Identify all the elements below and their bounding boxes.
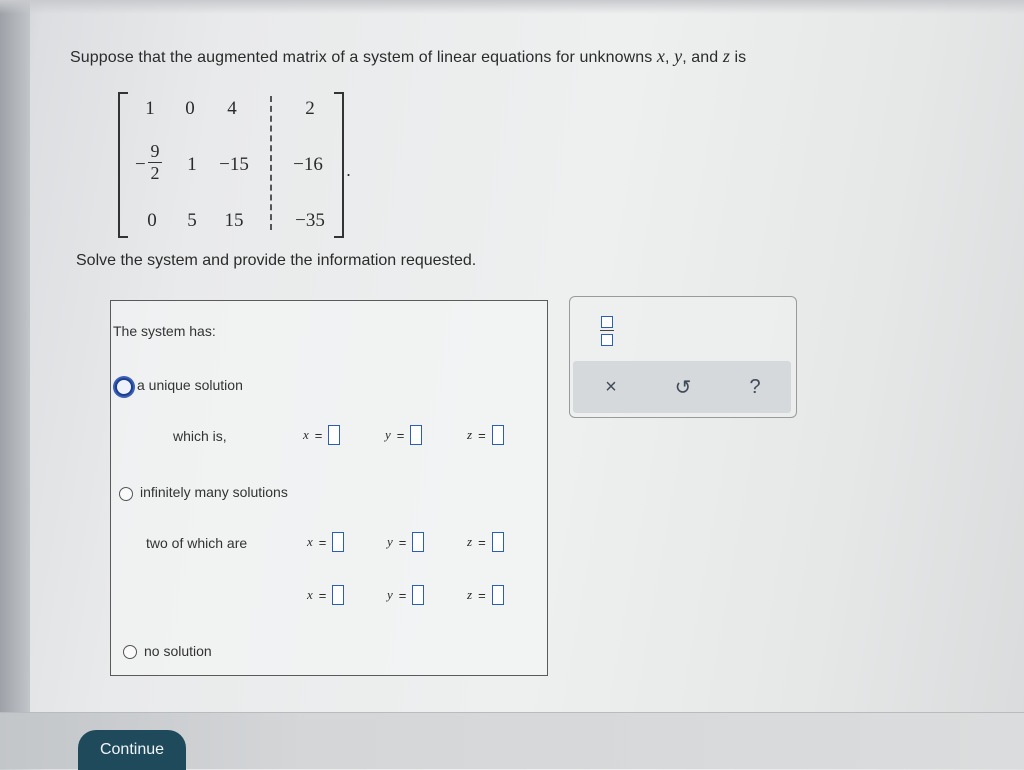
instruction-text: Solve the system and provide the information requested.	[76, 252, 477, 269]
option-unique-label[interactable]: a unique solution	[137, 377, 243, 393]
help-icon[interactable]: ?	[737, 369, 773, 405]
matrix-cell: −15	[219, 154, 249, 175]
question-prefix: Suppose that the augmented matrix of a system of linear equations for unknowns	[70, 49, 653, 66]
top-shadow	[0, 0, 1024, 14]
question-and: , and	[682, 49, 719, 66]
matrix-cell: 2	[305, 98, 315, 119]
matrix-cell: 0	[185, 98, 195, 119]
matrix-cell: −16	[293, 154, 323, 175]
infinite-x1-input[interactable]	[332, 532, 344, 552]
matrix-cell: 4	[227, 98, 237, 119]
fraction-sign: −	[135, 154, 146, 175]
var-label: y	[387, 587, 393, 602]
continue-button[interactable]: Continue	[78, 730, 186, 770]
radio-no-solution[interactable]	[123, 645, 137, 659]
fraction-icon-numerator	[601, 316, 613, 328]
toolbox-actions	[573, 361, 791, 413]
equals-sign: =	[398, 587, 407, 603]
system-has-heading: The system has:	[113, 323, 216, 339]
unique-y	[385, 425, 422, 445]
unique-z	[467, 425, 504, 445]
var-label: y	[385, 427, 391, 442]
equals-sign: =	[396, 427, 405, 443]
matrix-right-bracket	[334, 92, 344, 238]
fraction-icon[interactable]	[600, 315, 614, 347]
matrix-cell: 15	[224, 210, 244, 231]
question-suffix: is	[734, 49, 747, 66]
infinite-z-2	[467, 585, 504, 605]
infinite-z2-input[interactable]	[492, 585, 504, 605]
infinite-z-1	[467, 532, 504, 552]
fraction-denominator: 2	[150, 163, 160, 183]
option-infinite-label[interactable]: infinitely many solutions	[140, 484, 288, 500]
infinite-z1-input[interactable]	[492, 532, 504, 552]
fraction-icon-denominator	[601, 334, 613, 346]
augmented-matrix	[118, 92, 344, 234]
fraction-numerator: 9	[150, 141, 160, 161]
matrix-cell: 0	[147, 210, 157, 231]
equals-sign: =	[478, 534, 486, 550]
math-toolbox	[569, 296, 797, 418]
equals-sign: =	[478, 587, 486, 603]
infinite-x-1	[307, 532, 344, 552]
infinite-y1-input[interactable]	[412, 532, 424, 552]
var-label: z	[467, 587, 473, 602]
question-comma: ,	[665, 49, 670, 66]
var-label: z	[467, 534, 473, 549]
var-label: x	[307, 587, 313, 602]
infinite-y2-input[interactable]	[412, 585, 424, 605]
screen-bezel	[0, 0, 30, 768]
var-x: x	[656, 46, 665, 66]
matrix-left-bracket	[118, 92, 128, 238]
unique-x	[303, 425, 340, 445]
answer-panel	[110, 300, 548, 676]
matrix-cell: 1	[145, 98, 155, 119]
option-no-solution-label[interactable]: no solution	[144, 643, 212, 659]
matrix-cell: 1	[187, 154, 197, 175]
infinite-x2-input[interactable]	[332, 585, 344, 605]
infinite-y-2	[387, 585, 424, 605]
equals-sign: =	[318, 587, 327, 603]
question-text	[70, 46, 746, 67]
matrix-cell: −35	[295, 210, 325, 231]
matrix-cell: 5	[187, 210, 197, 231]
var-z: z	[722, 46, 730, 66]
var-label: x	[307, 534, 313, 549]
augment-divider	[270, 96, 272, 230]
infinite-x-2	[307, 585, 344, 605]
equals-sign: =	[478, 427, 486, 443]
equals-sign: =	[398, 534, 407, 550]
matrix-period: .	[346, 160, 352, 180]
infinite-y-1	[387, 532, 424, 552]
unique-z-input[interactable]	[492, 425, 504, 445]
unique-x-input[interactable]	[328, 425, 340, 445]
close-icon[interactable]: ×	[593, 369, 629, 405]
fraction-icon-bar	[600, 330, 614, 331]
var-y: y	[674, 46, 683, 66]
var-label: y	[387, 534, 393, 549]
equals-sign: =	[318, 534, 327, 550]
unique-prompt: which is,	[173, 428, 227, 444]
var-label: x	[303, 427, 309, 442]
radio-unique-solution[interactable]	[115, 378, 133, 396]
radio-infinite-solutions[interactable]	[119, 487, 133, 501]
undo-icon[interactable]: ↺	[665, 369, 701, 405]
matrix-fraction	[148, 142, 162, 183]
unique-y-input[interactable]	[410, 425, 422, 445]
var-label: z	[467, 427, 473, 442]
equals-sign: =	[314, 427, 323, 443]
infinite-prompt: two of which are	[146, 535, 248, 551]
